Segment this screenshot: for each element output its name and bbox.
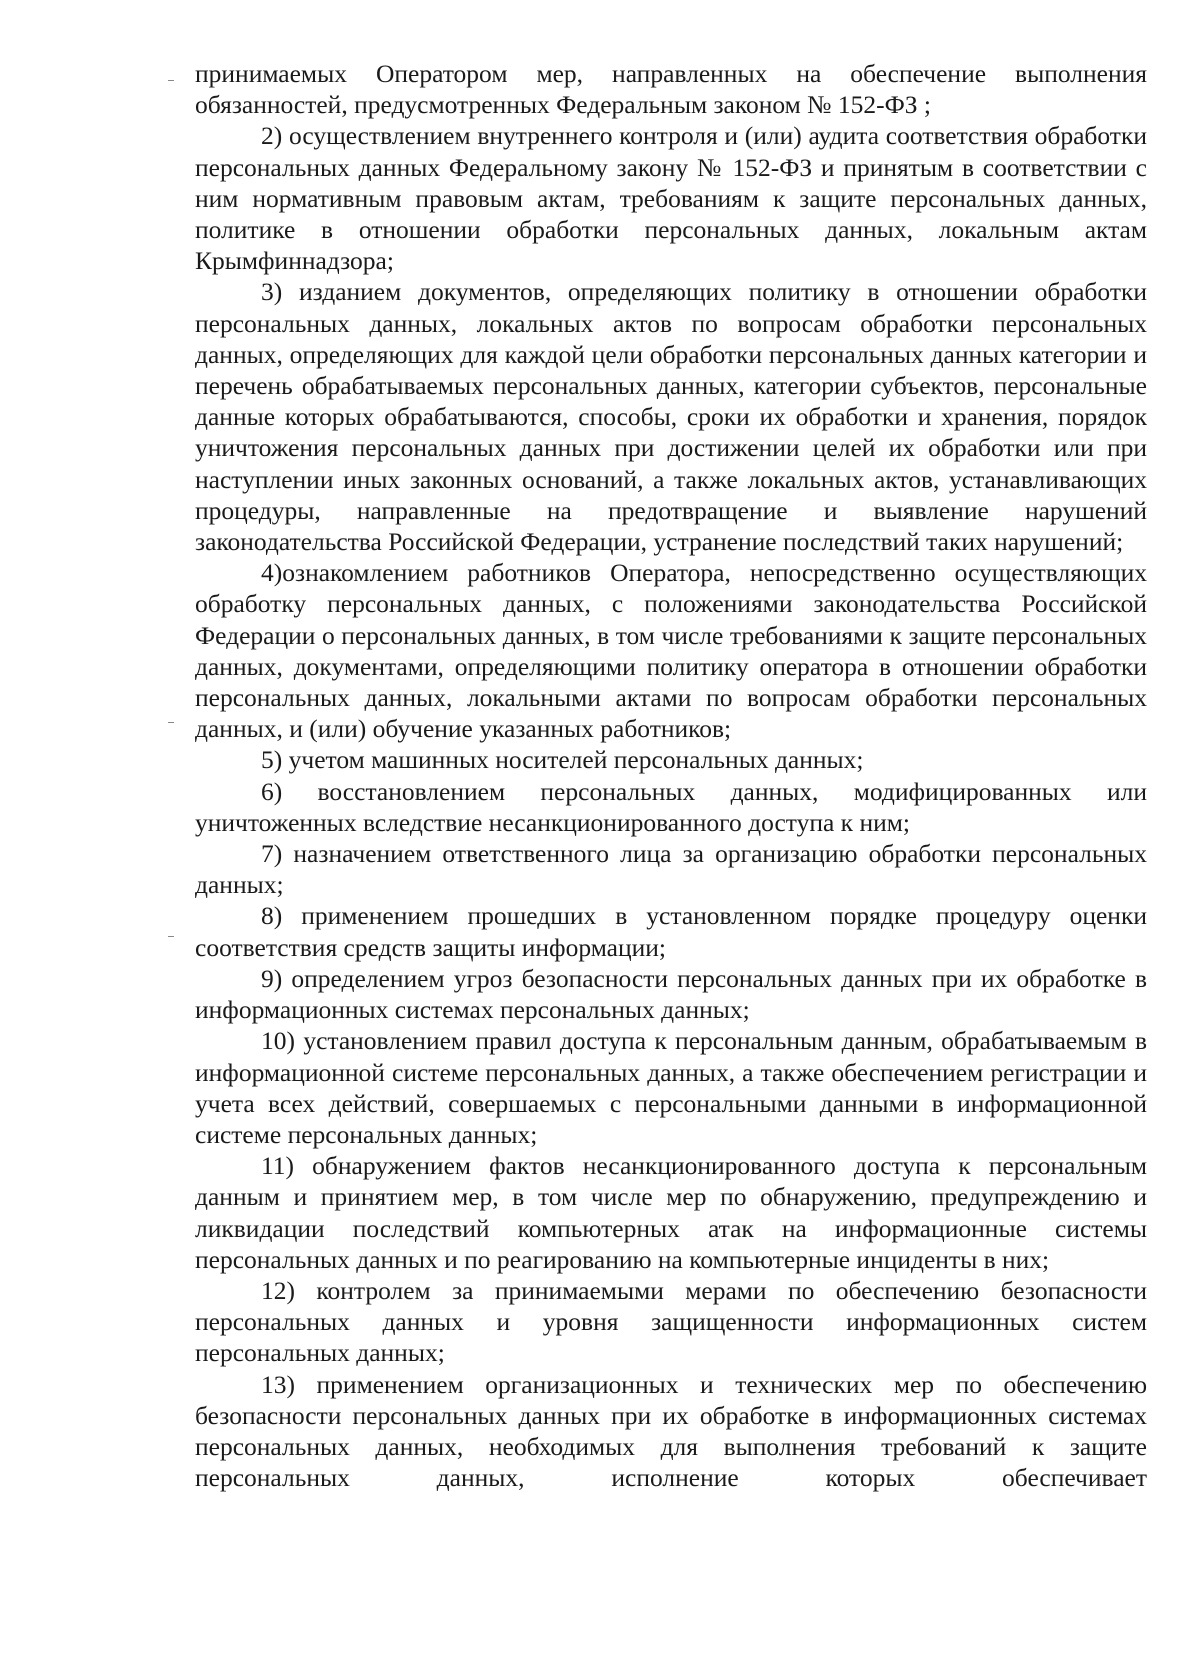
paragraph-item-6: 6) восстановлением персональных данных, модифицированных или уничтоженных вследствие несанкционированного доступа к ним; (195, 776, 1147, 837)
paragraph-item-8: 8) применением прошедших в установленном порядке процедуру оценки соответствия средств защиты информации; (195, 901, 1147, 962)
paragraph-item-10: 10) установлением правил доступа к персональным данным, обрабатываемым в информационной системе персональных данных, а также обеспечением регистрации и учета всех действий, совершаемых с персональными данными в информационной системе персональных данных; (195, 1026, 1147, 1149)
margin-mark (168, 936, 174, 937)
paragraph-item-11: 11) обнаружением фактов несанкционированного доступа к персональным данным и принятием мер, в том числе мер по обнаружению, предупреждению и ликвидации последствий компьютерных атак на информационные системы персональных данных и по реагированию на компьютерные инциденты в них; (195, 1151, 1147, 1274)
paragraph-item-13: 13) применением организационных и технических мер по обеспечению безопасности персональных данных при их обработке в информационных системах персональных данных, необходимых для выполнения требований к защите персональных данных, исполнение которых обеспечивает (195, 1369, 1147, 1493)
margin-mark (168, 722, 174, 723)
paragraph-item-5: 5) учетом машинных носителей персональных данных; (261, 745, 864, 775)
paragraph-item-9: 9) определением угроз безопасности персональных данных при их обработке в информационных системах персональных данных; (195, 963, 1147, 1025)
paragraph-item-2: 2) осуществлением внутреннего контроля и (или) аудита соответствия обработки персональных данных Федеральному закону № 152-ФЗ и принятым в соответствии с ним нормативным правовым актам, требованиям к защите персональных данных, политике в отношении обработки персональных данных, локальным актам Крымфиннадзора; (195, 121, 1147, 276)
document-body (195, 58, 1147, 1493)
paragraph-item-3: 3) изданием документов, определяющих политику в отношении обработки персональных данных, локальных актов по вопросам обработки персональных данных, определяющих для каждой цели обработки персональных данных категории и перечень обрабатываемых персональных данных, категории субъектов, персональные данные которых обрабатываются, способы, сроки их обработки и хранения, порядок уничтожения персональных данных при достижении целей их обработки или при наступлении иных законных оснований, а также локальных актов, устанавливающих процедуры, направленные на предотвращение и выявление нарушений законодательства Российской Федерации, устранение последствий таких нарушений; (195, 277, 1147, 557)
paragraph-item-7: 7) назначением ответственного лица за организацию обработки персональных данных; (195, 839, 1147, 900)
margin-mark (168, 80, 174, 81)
paragraph-item-12: 12) контролем за принимаемыми мерами по обеспечению безопасности персональных данных и уровня защищенности информационных систем персональных данных; (195, 1275, 1147, 1368)
paragraph-item-4: 4)ознакомлением работников Оператора, непосредственно осуществляющих обработку персональных данных, с положениями законодательства Российской Федерации о персональных данных, в том числе требованиями к защите персональных данных, документами, определяющими политику оператора в отношении обработки персональных данных, локальными актами по вопросам обработки персональных данных, и (или) обучение указанных работников; (195, 558, 1147, 744)
paragraph-continuation: принимаемых Оператором мер, направленных на обеспечение выполнения обязанностей, предусмотренных Федеральным законом № 152-ФЗ ; (195, 59, 1147, 120)
